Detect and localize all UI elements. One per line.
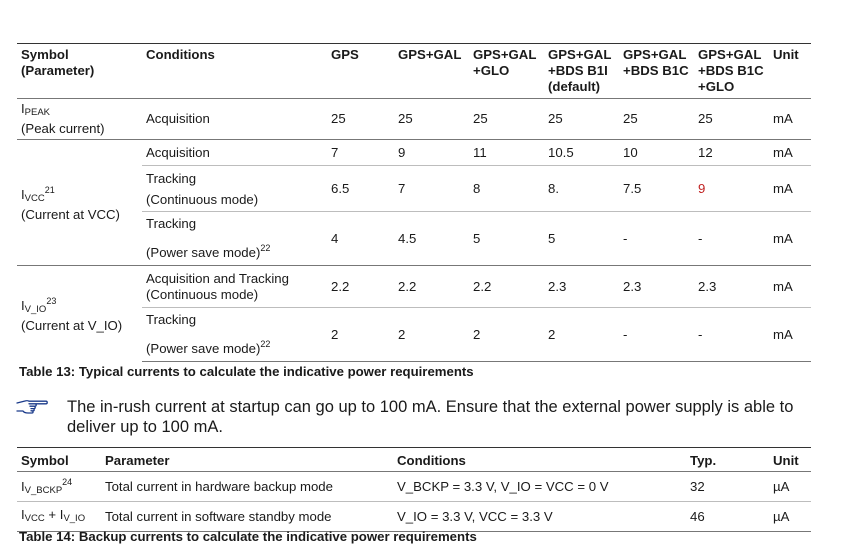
backup-currents-table (17, 447, 811, 532)
header-unit: Unit (769, 44, 811, 99)
value-cell: - (694, 212, 769, 266)
symbol-ivcc: $I_{VCC}^{21}$ (Current at VCC) (17, 140, 142, 266)
conditions-cell: V_IO = 3.3 V, VCC = 3.3 V (393, 502, 686, 532)
value-cell: 25 (327, 99, 394, 140)
header-symbol: Symbol (17, 448, 101, 472)
value-cell: 25 (469, 99, 544, 140)
value-cell: 10 (619, 140, 694, 166)
header-unit: Unit (769, 448, 811, 472)
inrush-note: The in-rush current at startup can go up to 100 mA. Ensure that the external power supply is able to deliver up to 100 mA. (67, 398, 794, 436)
condition-cell: Acquisition (142, 140, 327, 166)
value-cell: 25 (544, 99, 619, 140)
value-cell: 10.5 (544, 140, 619, 166)
value-cell: 8. (544, 166, 619, 212)
table14-caption: Table 14: Backup currents to calculate the indicative power requirements (19, 529, 477, 544)
condition-cell: Tracking (Power save mode)$^{22}$ (142, 308, 327, 362)
value-cell: 2.3 (544, 266, 619, 308)
symbol-ipeak: $I_{PEAK}$ (Peak current) (17, 99, 142, 140)
table13-caption: Table 13: Typical currents to calculate the indicative power requirements (19, 364, 474, 379)
value-cell: 2.2 (469, 266, 544, 308)
value-cell: 7 (327, 140, 394, 166)
typ-cell: 32 (686, 472, 769, 502)
value-cell: 25 (394, 99, 469, 140)
unit-cell: mA (769, 166, 811, 212)
condition-cell: Acquisition (142, 99, 327, 140)
typical-currents-table (17, 43, 811, 362)
header-gps: GPS (327, 44, 394, 99)
unit-cell: mA (769, 308, 811, 362)
table-row (17, 266, 811, 308)
unit-cell: mA (769, 140, 811, 166)
header-gps-gal-bds-b1c: GPS+GAL +BDS B1C (619, 44, 694, 99)
header-gps-gal-bds-b1c-glo: GPS+GAL +BDS B1C +GLO (694, 44, 769, 99)
value-cell: 6.5 (327, 166, 394, 212)
value-cell: 4 (327, 212, 394, 266)
value-cell: 7 (394, 166, 469, 212)
pointing-hand-icon (16, 397, 50, 417)
parameter-cell: Total current in software standby mode (101, 502, 393, 532)
symbol-ivio: $I_{V\_IO}^{23}$ (Current at V_IO) (17, 266, 142, 362)
value-cell: 2.2 (327, 266, 394, 308)
value-cell: 9 (394, 140, 469, 166)
value-cell: 25 (694, 99, 769, 140)
header-conditions: Conditions (142, 44, 327, 99)
value-cell: 9 (694, 166, 769, 212)
value-cell: 25 (619, 99, 694, 140)
value-cell: 12 (694, 140, 769, 166)
condition-cell: Acquisition and Tracking (Continuous mode) (142, 266, 327, 308)
condition-cell: Tracking (Continuous mode) (142, 166, 327, 212)
header-gps-gal-glo: GPS+GAL +GLO (469, 44, 544, 99)
table-row (17, 140, 811, 166)
header-parameter: Parameter (101, 448, 393, 472)
value-cell: 2 (327, 308, 394, 362)
value-cell: - (619, 212, 694, 266)
conditions-cell: V_BCKP = 3.3 V, V_IO = VCC = 0 V (393, 472, 686, 502)
typ-cell: 46 (686, 502, 769, 532)
value-cell: 5 (544, 212, 619, 266)
symbol-iv-bckp: $I_{V\_BCKP}^{24}$ (17, 472, 101, 502)
value-cell: 7.5 (619, 166, 694, 212)
table13-header-row (17, 44, 811, 99)
table14-header-row (17, 448, 811, 472)
value-cell: 2 (394, 308, 469, 362)
unit-cell: µA (769, 472, 811, 502)
value-cell: 4.5 (394, 212, 469, 266)
value-cell: 2.3 (619, 266, 694, 308)
header-typ: Typ. (686, 448, 769, 472)
unit-cell: mA (769, 266, 811, 308)
unit-cell: mA (769, 212, 811, 266)
table-row (17, 472, 811, 502)
parameter-cell: Total current in hardware backup mode (101, 472, 393, 502)
value-cell: 2 (469, 308, 544, 362)
header-symbol: Symbol (Parameter) (17, 44, 142, 99)
symbol-ivcc-plus-ivio: $I_{VCC} + I_{V\_IO}$ (17, 502, 101, 532)
value-cell: 5 (469, 212, 544, 266)
value-cell: 2.3 (694, 266, 769, 308)
value-cell: - (694, 308, 769, 362)
value-cell: - (619, 308, 694, 362)
unit-cell: mA (769, 99, 811, 140)
table-row (17, 502, 811, 532)
table-row (17, 99, 811, 140)
header-gps-gal: GPS+GAL (394, 44, 469, 99)
condition-cell: Tracking (Power save mode)$^{22}$ (142, 212, 327, 266)
value-cell: 8 (469, 166, 544, 212)
header-gps-gal-bds-b1i: GPS+GAL +BDS B1I (default) (544, 44, 619, 99)
value-cell: 11 (469, 140, 544, 166)
header-conditions: Conditions (393, 448, 686, 472)
value-cell: 2.2 (394, 266, 469, 308)
unit-cell: µA (769, 502, 811, 532)
value-cell: 2 (544, 308, 619, 362)
